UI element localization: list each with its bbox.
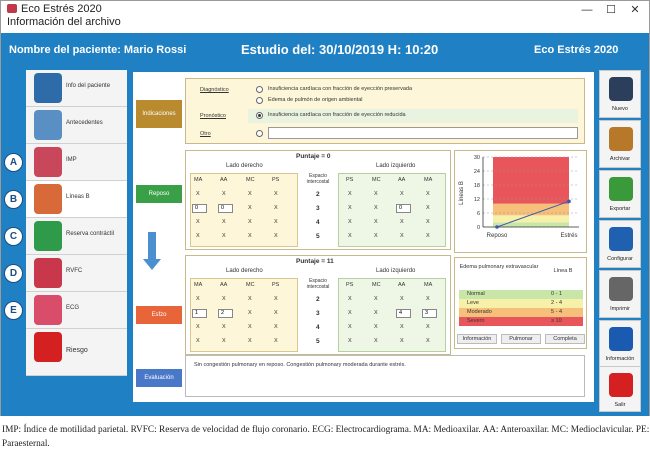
chart-y-tick: 30 [473,155,480,161]
left-side-title: Lado derecho [226,268,263,274]
left-menu-icon-2 [34,147,62,177]
left-menu-icon-7 [34,332,62,362]
legend-button-2[interactable]: Completa [545,334,585,344]
column-header: PS [346,282,354,288]
step-a-badge: A [4,153,23,172]
grid-cell-select[interactable]: 1 [192,309,207,318]
otro-label: Otro [200,131,211,137]
diag-option-2: Edema de pulmón de origen ambiental [268,97,363,103]
grid-cell-x[interactable]: X [426,324,430,330]
intercostal-number: 3 [316,310,320,317]
column-header: MA [194,282,203,288]
pron-option: Insuficiencia cardíaca con fracción de eyección reducida [268,112,406,118]
column-header: AA [398,282,406,288]
intercostal-number: 5 [316,233,320,240]
right-side-title: Lado izquierdo [376,268,416,274]
intercostal-number: 5 [316,338,320,345]
score-label: Puntaje = 11 [296,258,334,265]
grid-cell-x[interactable]: X [374,191,378,197]
column-header: AA [398,177,406,183]
right-menu-label: Imprimir [610,306,630,312]
intercostal-title: Espacio intercostal [306,278,330,290]
left-menu-label: RVFC [66,268,83,274]
left-menu-item-0[interactable] [26,70,127,107]
grid-cell-x[interactable]: X [374,324,378,330]
arrow-down-icon [143,259,161,270]
window-title: Eco Estrés 2020 [21,3,102,15]
column-header: MA [424,282,433,288]
user-plus-icon [609,77,633,101]
esfuerzo-grid [185,255,451,355]
export-icon [609,177,633,201]
step-e-badge: E [4,301,23,320]
left-menu-label: Riesgo [66,347,88,354]
grid-cell-x[interactable]: X [274,191,278,197]
grid-cell-select[interactable]: 0 [192,204,207,213]
grid-cell-x[interactable]: X [400,338,404,344]
legend-col1: Edema pulmonary extravascular [459,264,539,270]
grid-cell-x[interactable]: X [400,324,404,330]
window-subtitle: Información del archivo [7,16,121,28]
grid-cell-x[interactable]: X [248,219,252,225]
grid-cell-x[interactable]: X [374,338,378,344]
info-icon [609,327,633,351]
chart-y-tick: 12 [473,197,480,203]
legend-col2: Línea B [553,268,573,274]
gear-icon [609,227,633,251]
left-menu-icon-6 [34,295,62,325]
grid-cell-x[interactable]: X [248,191,252,197]
legend-row-value: 5 - 4 [551,309,563,315]
legend-row-label: Leve [467,300,479,306]
grid-cell-x[interactable]: X [196,191,200,197]
column-header: PS [346,177,354,183]
header-bar [1,33,649,67]
column-header: MC [372,177,381,183]
grid-cell-x[interactable]: X [426,219,430,225]
grid-cell-x[interactable]: X [374,233,378,239]
figure-caption: IMP: Índice de motilidad parietal. RVFC: Reserva de velocidad de flujo coronario. ECG: Electrocardiograma. MA: Medioaxilar. AA: Anteroaxilar. MC: Medioclavicular. PE: Paraesternal. [2,425,650,449]
grid-cell-x[interactable]: X [222,233,226,239]
right-menu-label: Archivar [609,156,631,162]
intercostal-title: Espacio intercostal [306,173,330,185]
column-header: MA [194,177,203,183]
evaluation-tag: Evaluación [136,369,182,387]
power-icon [609,373,633,397]
chart-x-tick: Estrés [560,233,578,239]
legend-box [454,257,587,349]
legend-button-1[interactable]: Pulmonar [501,334,541,344]
left-menu-icon-5 [34,258,62,288]
left-menu-label: Reserva contráctil [66,231,115,237]
información-button[interactable] [599,320,641,368]
close-button[interactable]: ✕ [630,4,640,16]
exportar-button[interactable] [599,170,641,218]
column-header: MC [246,177,255,183]
pronostico-label: Pronóstico [200,113,226,119]
right-menu-label: Nuevo [612,106,628,112]
right-menu-label: Exportar [609,206,631,212]
esfuerzo-tag: Esfzo [136,306,182,324]
right-side-title: Lado izquierdo [376,163,416,169]
grid-cell-x[interactable]: X [248,338,252,344]
left-menu-label: Líneas B [66,194,90,200]
grid-cell-x[interactable]: X [196,219,200,225]
chart-x-tick: Reposo [486,233,508,239]
left-menu-label: ECG [66,305,80,311]
grid-cell-x[interactable]: X [374,310,378,316]
step-b-badge: B [4,190,23,209]
grid-cell-x[interactable]: X [400,219,404,225]
score-label: Puntaje = 0 [296,153,331,160]
grid-cell-x[interactable]: X [222,338,226,344]
grid-cell-x[interactable]: X [400,233,404,239]
chart-y-tick: 24 [473,169,480,175]
otro-radio[interactable] [256,130,263,137]
chart-band-3 [493,157,569,204]
column-header: PS [272,282,280,288]
grid-cell-x[interactable]: X [348,310,352,316]
grid-cell-select[interactable]: 0 [218,204,233,213]
column-header: MC [246,282,255,288]
left-menu-item-4[interactable] [26,218,127,255]
indications-tag: Indicaciones [136,100,182,128]
chart-y-tick: 6 [476,211,480,217]
grid-cell-x[interactable]: X [222,219,226,225]
b-lines-chart [455,151,586,252]
evaluation-text: Sin congestión pulmonary en reposo. Congestión pulmonary moderada durante estrés. [194,362,406,368]
legend-row-label: Normal [467,291,485,297]
left-menu-item-5[interactable] [26,255,127,292]
reposo-grid [185,150,451,250]
column-header: MC [372,282,381,288]
otro-input[interactable] [268,127,578,139]
chart-y-label: Líneas B [459,181,465,205]
grid-cell-select[interactable]: 2 [218,309,233,318]
grid-cell-x[interactable]: X [400,296,404,302]
grid-cell-x[interactable]: X [274,233,278,239]
salir-button[interactable] [599,366,641,412]
grid-cell-x[interactable]: X [222,191,226,197]
grid-cell-x[interactable]: X [374,219,378,225]
grid-cell-x[interactable]: X [248,233,252,239]
right-menu-label: Información [605,356,635,362]
intercostal-number: 4 [316,324,320,331]
archivar-button[interactable] [599,120,641,168]
chart-box [454,150,587,253]
content-area [133,72,594,402]
intercostal-number: 3 [316,205,320,212]
grid-cell-x[interactable]: X [274,296,278,302]
grid-cell-x[interactable]: X [248,324,252,330]
app-name: Eco Estrés 2020 [534,44,619,56]
grid-cell-x[interactable]: X [348,219,352,225]
step-d-badge: D [4,264,23,283]
legend-row-value: ≥ 10 [551,318,562,324]
diag-option-1: Insuficiencia cardíaca con fracción de eyección preservada [268,86,412,92]
column-header: MA [424,177,433,183]
chart-band-1 [493,215,569,222]
chart-point-1 [567,200,571,204]
grid-cell-select[interactable]: 4 [396,309,411,318]
left-menu-icon-1 [34,110,62,140]
right-menu-label: Salir [614,402,626,408]
grid-cell-x[interactable]: X [426,296,430,302]
grid-cell-x[interactable]: X [274,219,278,225]
grid-cell-x[interactable]: X [348,205,352,211]
left-menu-label: Info del paciente [66,83,111,89]
grid-cell-x[interactable]: X [348,338,352,344]
grid-cell-x[interactable]: X [348,324,352,330]
left-menu-icon-4 [34,221,62,251]
diag-radio-2[interactable] [256,97,263,104]
configurar-button[interactable] [599,220,641,268]
grid-cell-x[interactable]: X [222,324,226,330]
step-c-badge: C [4,227,23,246]
indications-box [185,78,585,144]
grid-cell-x[interactable]: X [196,296,200,302]
left-menu-icon-0 [34,73,62,103]
minimize-button[interactable]: — [581,4,593,16]
chart-point-0 [495,225,499,229]
column-header: PS [272,177,280,183]
grid-cell-x[interactable]: X [348,296,352,302]
left-menu-item-7[interactable] [26,329,127,376]
column-header: AA [220,282,228,288]
reposo-tag: Reposo [136,185,182,203]
grid-cell-x[interactable]: X [426,233,430,239]
grid-cell-select[interactable]: 3 [422,309,437,318]
arrow-shaft [148,232,156,260]
chart-y-tick: 18 [473,183,480,189]
grid-cell-select[interactable]: 0 [396,204,411,213]
grid-cell-x[interactable]: X [248,296,252,302]
left-menu-icon-3 [34,184,62,214]
grid-cell-x[interactable]: X [274,205,278,211]
column-header: AA [220,177,228,183]
grid-cell-x[interactable]: X [348,191,352,197]
grid-cell-x[interactable]: X [196,338,200,344]
grid-cell-x[interactable]: X [374,296,378,302]
grid-cell-x[interactable]: X [426,205,430,211]
pron-radio[interactable] [256,112,263,119]
grid-cell-x[interactable]: X [248,205,252,211]
left-menu-label: Antecedentes [66,120,103,126]
left-menu-label: IMP [66,157,77,163]
evaluation-box[interactable] [185,355,585,397]
grid-cell-x[interactable]: X [348,233,352,239]
diagnostico-label: Diagnóstico [200,87,229,93]
legend-row-label: Severo [467,318,485,324]
diag-radio-1[interactable] [256,86,263,93]
patient-name: Nombre del paciente: Mario Rossi [9,44,187,56]
left-side-title: Lado derecho [226,163,263,169]
grid-cell-x[interactable]: X [400,191,404,197]
legend-button-0[interactable]: Información [457,334,497,344]
grid-cell-x[interactable]: X [222,296,226,302]
legend-row-value: 2 - 4 [551,300,563,306]
left-menu-item-6[interactable] [26,292,127,329]
right-menu-label: Configurar [607,256,633,262]
legend-row-label: Moderado [467,309,492,315]
printer-icon [609,277,633,301]
title-bar [1,1,649,32]
grid-cell-x[interactable]: X [374,205,378,211]
grid-cell-x[interactable]: X [196,324,200,330]
grid-cell-x[interactable]: X [426,191,430,197]
imprimir-button[interactable] [599,270,641,318]
nuevo-button[interactable] [599,70,641,118]
intercostal-number: 2 [316,296,320,303]
chart-y-tick: 0 [476,225,480,231]
grid-cell-x[interactable]: X [274,310,278,316]
intercostal-number: 4 [316,219,320,226]
legend-row-value: 0 - 1 [551,291,563,297]
grid-cell-x[interactable]: X [196,233,200,239]
grid-cell-x[interactable]: X [274,338,278,344]
left-menu-item-2[interactable] [26,144,127,181]
maximize-button[interactable]: ☐ [606,4,616,16]
grid-cell-x[interactable]: X [274,324,278,330]
left-menu-item-3[interactable] [26,181,127,218]
archive-icon [609,127,633,151]
intercostal-number: 2 [316,191,320,198]
app-icon [7,4,17,13]
left-menu-item-1[interactable] [26,107,127,144]
study-date: Estudio del: 30/10/2019 H: 10:20 [241,42,439,57]
grid-cell-x[interactable]: X [248,310,252,316]
grid-cell-x[interactable]: X [426,338,430,344]
